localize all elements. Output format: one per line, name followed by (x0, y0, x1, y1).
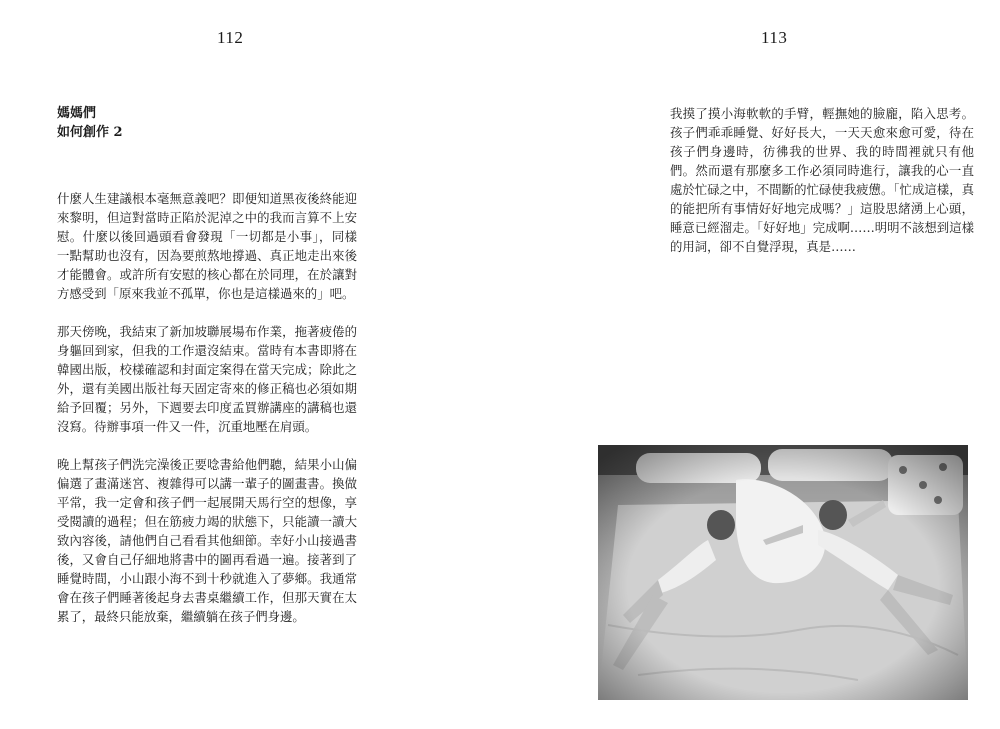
paragraph-4: 我摸了摸小海軟軟的手臂，輕撫她的臉龐，陷入思考。孩子們乖乖睡覺、好好長大，一天天愈來愈可愛，待在孩子們身邊時，彷彿我的世界、我的時間裡就只有他們。然而還有那麼多工作必須同時進行，讓我的心一直處於忙碌之中，不間斷的忙碌使我疲憊。「忙成這樣，真的能把所有事情好好地完成嗎？」這股思緒湧上心頭，睡意已經溜走。「好好地」完成啊……明明不該想到這樣的用詞，卻不自覺浮現，真是…… (670, 106, 974, 254)
paragraph-2: 那天傍晚，我結束了新加坡聯展場布作業，拖著疲倦的身軀回到家，但我的工作還沒結束。當時有本書即將在韓國出版，校樣確認和封面定案得在當天完成；除此之外，還有美國出版社每天固定寄來的修正稿也必須如期給予回覆；另外，下週要去印度孟買辦講座的講稿也還沒寫。待辦事項一件又一件，沉重地壓在肩頭。 (57, 324, 357, 434)
left-page-body (57, 104, 357, 626)
heading-line-2: 如何創作 2 (57, 125, 123, 140)
photo-two-children-sleeping-icon (598, 445, 968, 700)
right-page-body (670, 104, 974, 256)
photo-children-sleeping (598, 445, 968, 700)
page-number-left: 112 (217, 28, 244, 47)
heading-line-1: 媽媽們 (57, 106, 97, 121)
paragraph-3: 晚上幫孩子們洗完澡後正要唸書給他們聽，結果小山偏偏選了畫滿迷宮、複雜得可以講一輩子的圖畫書。換做平常，我一定會和孩子們一起展開天馬行空的想像，享受閱讀的過程；但在筋疲力竭的狀態下，只能讀一讀大致內容後，請他們自己看看其他細節。幸好小山接過書後，又會自己仔細地將書中的圖再看過一遍。接著到了睡覺時間，小山跟小海不到十秒就進入了夢鄉。我通常會在孩子們睡著後起身去書桌繼續工作，但那天實在太累了，最終只能放棄，繼續躺在孩子們身邊。 (57, 457, 357, 624)
page-number-right: 113 (761, 28, 788, 47)
paragraph-1: 什麼人生建議根本毫無意義吧？即便知道黑夜後終能迎來黎明，但這對當時正陷於泥淖之中的我而言算不上安慰。什麼以後回過頭看會發現「一切都是小事」，同樣一點幫助也沒有，因為要煎熬地撐過、真正地走出來後才能體會。或許所有安慰的核心都在於同理，在於讓對方感受到「原來我並不孤單，你也是這樣過來的」吧。 (57, 191, 357, 301)
chapter-heading (57, 104, 357, 142)
